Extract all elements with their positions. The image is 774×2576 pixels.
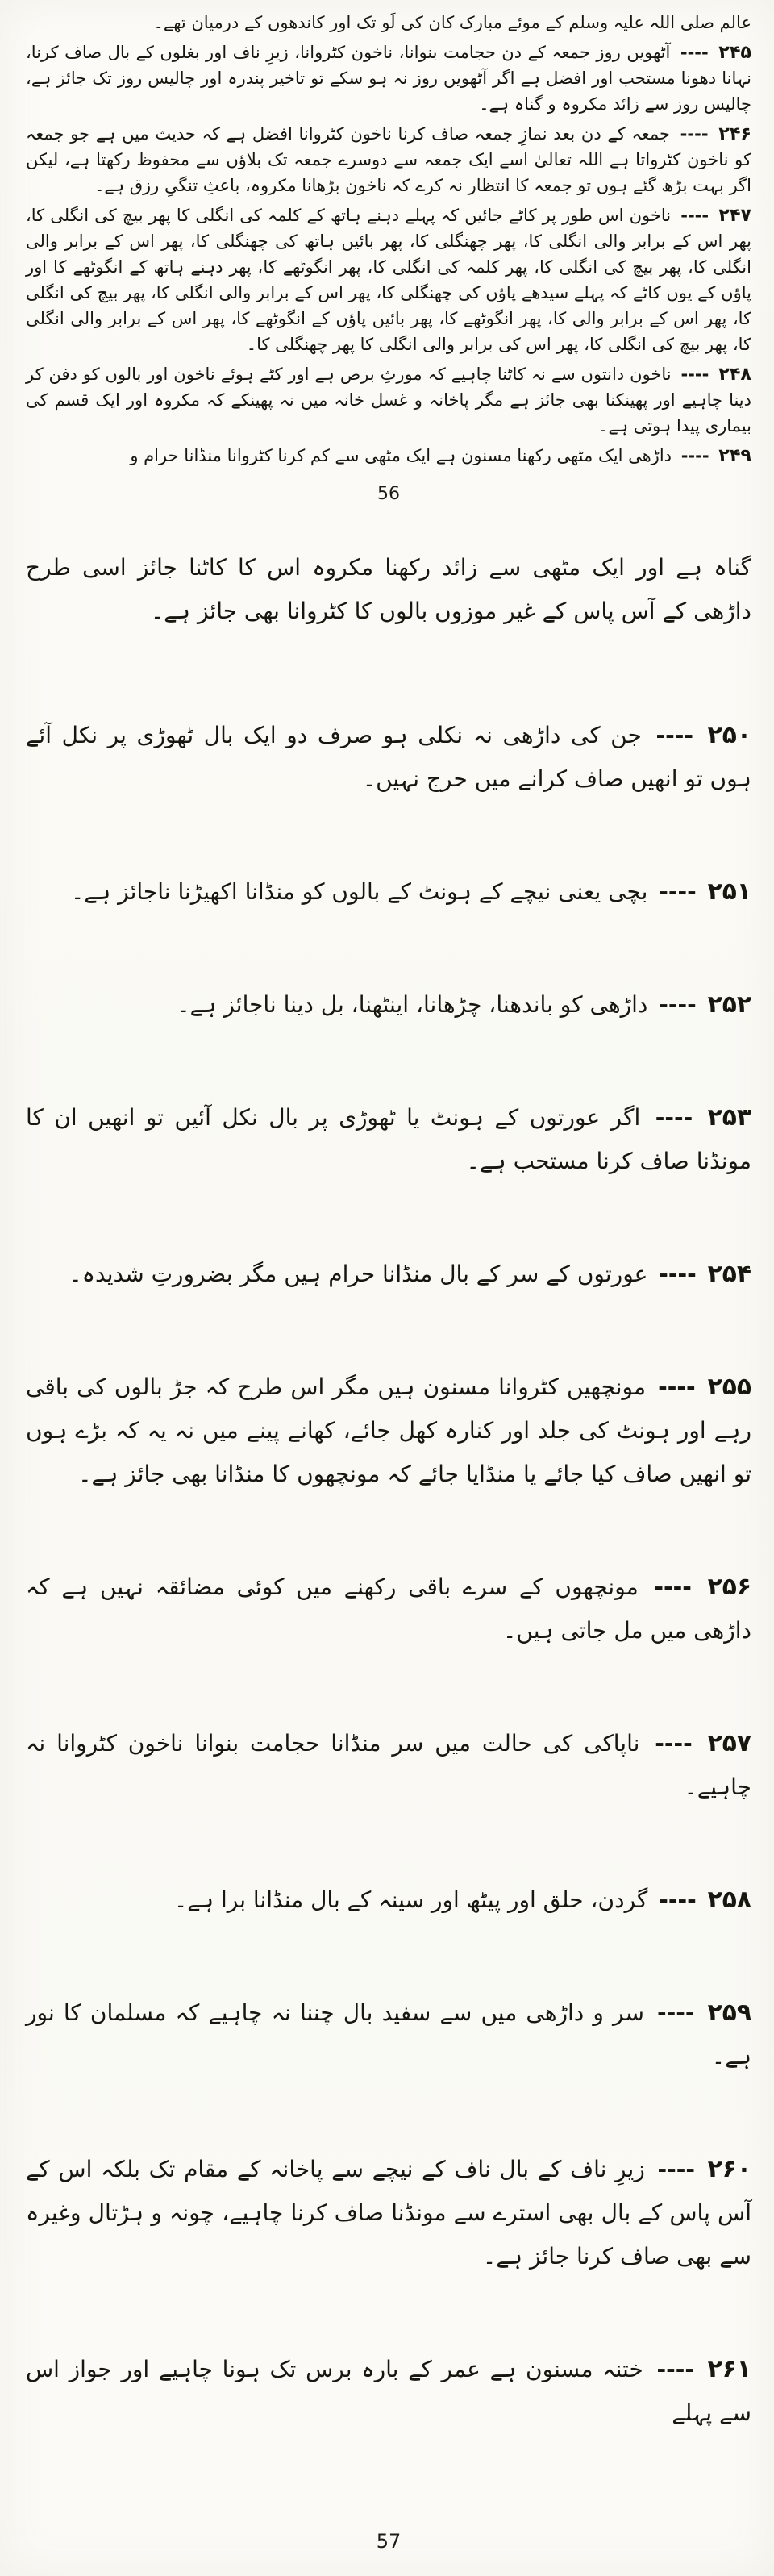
- item-number: ۲۴۷: [718, 205, 751, 226]
- list-item: [26, 121, 751, 198]
- item-number: ۲۴۹: [718, 445, 751, 466]
- page-56: [26, 10, 751, 507]
- ruling-list-page-56: [26, 40, 751, 469]
- item-text: بچی یعنی نیچے کے ہونٹ کے بالوں کو منڈانا اکھیڑنا ناجائز ہے۔: [71, 878, 648, 905]
- list-item: [26, 40, 751, 117]
- item-number: ۲۵۶: [707, 1572, 751, 1600]
- item-text: مونچھوں کے سرے باقی رکھنے میں کوئی مضائقہ نہیں ہے کہ داڑھی میں مل جاتی ہیں۔: [26, 1574, 751, 1644]
- item-number: ۲۶۰: [707, 2154, 751, 2182]
- item-dash-separator: ----: [680, 206, 710, 225]
- item-dash-separator: ----: [680, 43, 709, 62]
- list-item: [26, 443, 751, 469]
- item-number: ۲۵۵: [707, 1372, 751, 1400]
- item-text: سر و داڑھی میں سے سفید بال چننا نہ چاہیے کہ مسلمان کا نور ہے۔: [26, 1999, 751, 2070]
- item-number: ۲۵۹: [707, 1998, 751, 2026]
- item-number: ۲۶۱: [707, 2354, 751, 2382]
- item-dash-separator: ----: [680, 446, 710, 465]
- item-dash-separator: ----: [658, 1373, 696, 1400]
- item-number: ۲۴۸: [718, 364, 751, 385]
- item-text: زیرِ ناف کے بال ناف کے نیچے سے پاخانہ کے مقام تک بلکہ اس کے آس پاس کے بال بھی استرے سے مونڈنا صاف کرنا چاہیے، چونہ و ہڑتال وغیرہ سے بھی صاف کرنا جائز ہے۔: [26, 2156, 751, 2270]
- item-text: ناخون اس طور پر کاٹے جائیں کہ پہلے دہنے ہاتھ کے کلمہ کی انگلی کا پھر بیچ کی انگلی کا، پھر اس کے برابر والی انگلی کا، پھر چھنگلی کا، پھر بائیں ہاتھ کی چھنگلی کا، پھر اس کے برابر والی انگلی کا، پھر بیچ کی انگلی کا، پھر کلمہ کی انگلی کا، پھر انگوٹھے کا، پھر دہنے ہاتھ کے انگوٹھے کا اور پاؤں کے یوں کاٹے کہ پہلے سیدھے پاؤں کی چھنگلی کا، پھر اس کے برابر والی انگلی کا، پھر بیچ کی انگلی کا، پھر اس کے برابر والی کا، پھر انگوٹھے کا، پھر بائیں پاؤں کے انگوٹھے کا، پھر اس کے برابر والی انگلی کا، پھر بیچ کی انگلی کا، پھر اس کی برابر والی انگلی کا پھر چھنگلی کا۔: [26, 206, 751, 354]
- item-dash-separator: ----: [659, 1886, 697, 1913]
- list-item: [26, 713, 751, 801]
- list-item: [26, 1565, 751, 1653]
- item-text: گردن، حلق اور پیٹھ اور سینہ کے بال منڈانا برا ہے۔: [173, 1886, 648, 1913]
- item-number: ۲۵۸: [707, 1885, 751, 1913]
- list-item: [26, 1365, 751, 1496]
- list-item: [26, 1721, 751, 1809]
- item-number: ۲۵۰: [707, 720, 751, 748]
- list-item: [26, 2147, 751, 2278]
- item-text: داڑھی کو باندھنا، چڑھانا، اینٹھنا، بل دینا ناجائز ہے۔: [177, 991, 648, 1018]
- continuation-paragraph: گناہ ہے اور ایک مٹھی سے زائد رکھنا مکروہ اس کا کاٹنا جائز اسی طرح داڑھی کے آس پاس کے غیر موزوں بالوں کا کٹروانا بھی جائز ہے۔: [26, 554, 751, 624]
- item-number: ۲۵۱: [707, 877, 751, 905]
- item-text: ناپاکی کی حالت میں سر منڈانا حجامت بنوانا ناخون کٹروانا نہ چاہیے۔: [26, 1730, 751, 1800]
- page-number-56: 56: [377, 484, 400, 504]
- item-text: جن کی داڑھی نہ نکلی ہو صرف دو ایک بال ٹھوڑی پر نکل آئے ہوں تو انھیں صاف کرانے میں حرج نہیں۔: [26, 722, 751, 792]
- item-text: ناخون دانتوں سے نہ کاٹنا چاہیے کہ مورثِ برص ہے اور کٹے ہوئے ناخون اور بالوں کو دفن کر دینا چاہیے اور پھینکنا بھی جائز ہے مگر پاخانہ و غسل خانہ میں نہ پھینکے کہ مکروہ اور ایک قسم کی بیماری پیدا ہوتی ہے۔: [26, 365, 751, 436]
- page-number-57: 57: [376, 2530, 402, 2553]
- item-text: داڑھی ایک مٹھی رکھنا مسنون ہے ایک مٹھی سے کم کرنا کٹروانا منڈانا حرام و: [130, 446, 672, 465]
- item-dash-separator: ----: [655, 722, 694, 748]
- intro-paragraph: عالم صلی اللہ علیہ وسلم کے موئے مبارک کان کی لَو تک اور کاندھوں کے درمیان تھے۔: [153, 13, 751, 32]
- list-item: [26, 1990, 751, 2078]
- page-57: [26, 507, 751, 2563]
- item-text: ختنہ مسنون ہے عمر کے بارہ برس تک ہونا چاہیے اور جواز اس سے پہلے: [26, 2356, 751, 2426]
- item-number: ۲۴۶: [718, 123, 751, 144]
- list-item: [26, 982, 751, 1027]
- item-dash-separator: ----: [657, 1999, 695, 2026]
- item-text: جمعہ کے دن بعد نمازِ جمعہ صاف کرنا ناخون کٹروانا افضل ہے کہ حدیث میں ہے جو جمعہ کو ناخون کٹرواتا ہے اللہ تعالیٰ اسے ایک جمعہ سے دوسرے جمعہ تک بلاؤں سے محفوظ رکھتا ہے، لیکن اگر بہت بڑھ گئے ہوں تو جمعہ کا انتظار نہ کرے کہ ناخون بڑھانا مکروہ، باعثِ تنگیِ رزق ہے۔: [26, 124, 751, 195]
- item-dash-separator: ----: [654, 1574, 692, 1600]
- item-number: ۲۵۳: [707, 1103, 752, 1131]
- list-item: [26, 869, 751, 914]
- item-dash-separator: ----: [659, 991, 697, 1018]
- item-number: ۲۵۴: [707, 1259, 751, 1287]
- ruling-list-page-57: [26, 644, 751, 2503]
- item-dash-separator: ----: [655, 1104, 693, 1131]
- item-dash-separator: ----: [659, 1261, 697, 1287]
- list-item: [26, 1252, 751, 1296]
- item-text: مونچھیں کٹروانا مسنون ہیں مگر اس طرح کہ جڑ بالوں کی باقی رہے اور ہونٹ کی جلد اور کنارہ کھل جائے، کھانے پینے میں نہ یہ کہ بڑے ہوں تو انھیں صاف کیا جائے یا منڈایا جائے کہ مونچھوں کا منڈانا بھی جائز ہے۔: [26, 1373, 751, 1487]
- list-item: [26, 361, 751, 439]
- list-item: [26, 1878, 751, 1922]
- item-text: عورتوں کے سر کے بال منڈانا حرام ہیں مگر بضرورتِ شدیدہ۔: [69, 1261, 648, 1287]
- item-text: آٹھویں روز جمعہ کے دن حجامت بنوانا، ناخون کٹروانا، زیرِ ناف اور بغلوں کے بال صاف کرنا، نہانا دھونا مستحب اور افضل ہے اگر آٹھویں روز نہ ہو سکے تو تاخیر پندرہ اور چالیس روز تک جائز ہے، چالیس روز سے زائد مکروہ و گناہ ہے۔: [26, 43, 751, 114]
- item-number: ۲۵۷: [707, 1728, 751, 1757]
- item-number: ۲۴۵: [718, 42, 751, 63]
- item-dash-separator: ----: [656, 2356, 694, 2382]
- list-item: [26, 2347, 751, 2435]
- item-dash-separator: ----: [655, 1730, 693, 1757]
- item-dash-separator: ----: [659, 878, 697, 905]
- list-item: [26, 1095, 751, 1183]
- item-number: ۲۵۲: [707, 990, 751, 1018]
- list-item: [26, 202, 751, 357]
- item-dash-separator: ----: [680, 124, 709, 144]
- item-dash-separator: ----: [657, 2156, 695, 2182]
- item-dash-separator: ----: [680, 365, 710, 384]
- item-text: اگر عورتوں کے ہونٹ یا ٹھوڑی پر بال نکل آئیں تو انھیں ان کا مونڈنا صاف کرنا مستحب ہے۔: [26, 1104, 751, 1174]
